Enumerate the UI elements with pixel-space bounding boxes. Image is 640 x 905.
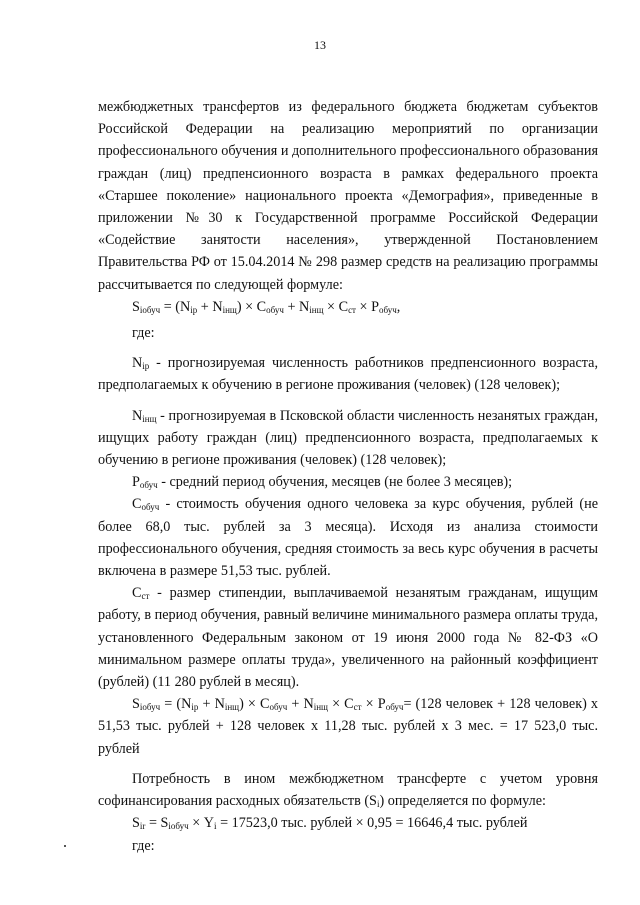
- formula-need: $S_{ir} = S_{iобуч} \times Y_i = 17523,0$ тыс. рублей × 0,95 = 16646,4 тыс. рублей: [132, 815, 528, 832]
- page-number: 13: [314, 38, 326, 52]
- definition-ninsh: $N_{iнщ}$ - прогнозируемая в Псковской области численность незанятых граждан, ищущих работу граждан (лиц) предпенсионного возраста, предполагаемых к обучению в регионе проживания (человек) (128 человек);: [98, 407, 598, 469]
- definition-cst: $C_{ст}$ - размер стипендии, выплачиваемой незанятым гражданам, ищущим работу, в период обучения, равный величине минимального размера оплаты труда, установленного Федеральным законом от 19 июня 2000 года № 82-ФЗ «О минимальном размере оплаты труда», увеличенного на районный коэффициент (рублей) (11 280 рублей в месяц).: [98, 585, 598, 691]
- definition-cobuch: $C_{обуч}$ - стоимость обучения одного человека за курс обучения, рублей (не более 68,0 тыс. рублей за 3 месяца). Исходя из анализа стоимости профессионального обучения, средняя стоимость за весь курс обучения в расчеты включена в размере 51,53 тыс. рублей.: [98, 496, 598, 580]
- definition-pobuch: $P_{обуч}$ - средний период обучения, месяцев (не более 3 месяцев);: [132, 474, 513, 491]
- intro-paragraph: межбюджетных трансфертов из федерального бюджета бюджетам субъектов Российской Федерации на реализацию мероприятий по организации профессионального обучения и дополнительного профессионального образования граждан (лиц) предпенсионного возраста в рамках федерального проекта «Старшее поколение» национального проекта «Демография», приведенные в приложении №30 к Государственной программе Российской Федерации «Содействие занятости населения», утвержденной Постановлением Правительства РФ от 15.04.2014 № 298 размер средств на реализацию программы рассчитывается по следующей формуле:: [98, 99, 598, 293]
- document-body: [98, 96, 598, 857]
- where-label-2: где:: [132, 837, 155, 854]
- definition-nip: $N_{ip}$ - прогнозируемая численность работников предпенсионного возраста, предполагаемых к обучению в регионе проживания (человек) (128 человек);: [98, 355, 598, 394]
- need-paragraph: Потребность в ином межбюджетном трансферте с учетом уровня софинансирования расходных обязательств $(S_i)$ определяется по формуле:: [98, 770, 598, 810]
- scan-speck: [64, 845, 66, 847]
- formula-main: $S_{iобуч} = (N_{ip} + N_{iнщ}) \times C_{обуч} + N_{iнщ} \times C_{ст} \times P_{обуч}$,: [132, 298, 401, 315]
- where-label: где:: [132, 325, 155, 342]
- calculation-paragraph: $S_{iобуч} = (N_{ip} + N_{iнщ}) \times C_{обуч} + N_{iнщ} \times C_{ст} \times P_{обуч}= (128$ человек + 128 человек) х 51,53 тыс. рублей + 128 человек х 11,28 тыс. рублей х 3 мес. = 17 523,0 тыс. рублей: [98, 696, 599, 757]
